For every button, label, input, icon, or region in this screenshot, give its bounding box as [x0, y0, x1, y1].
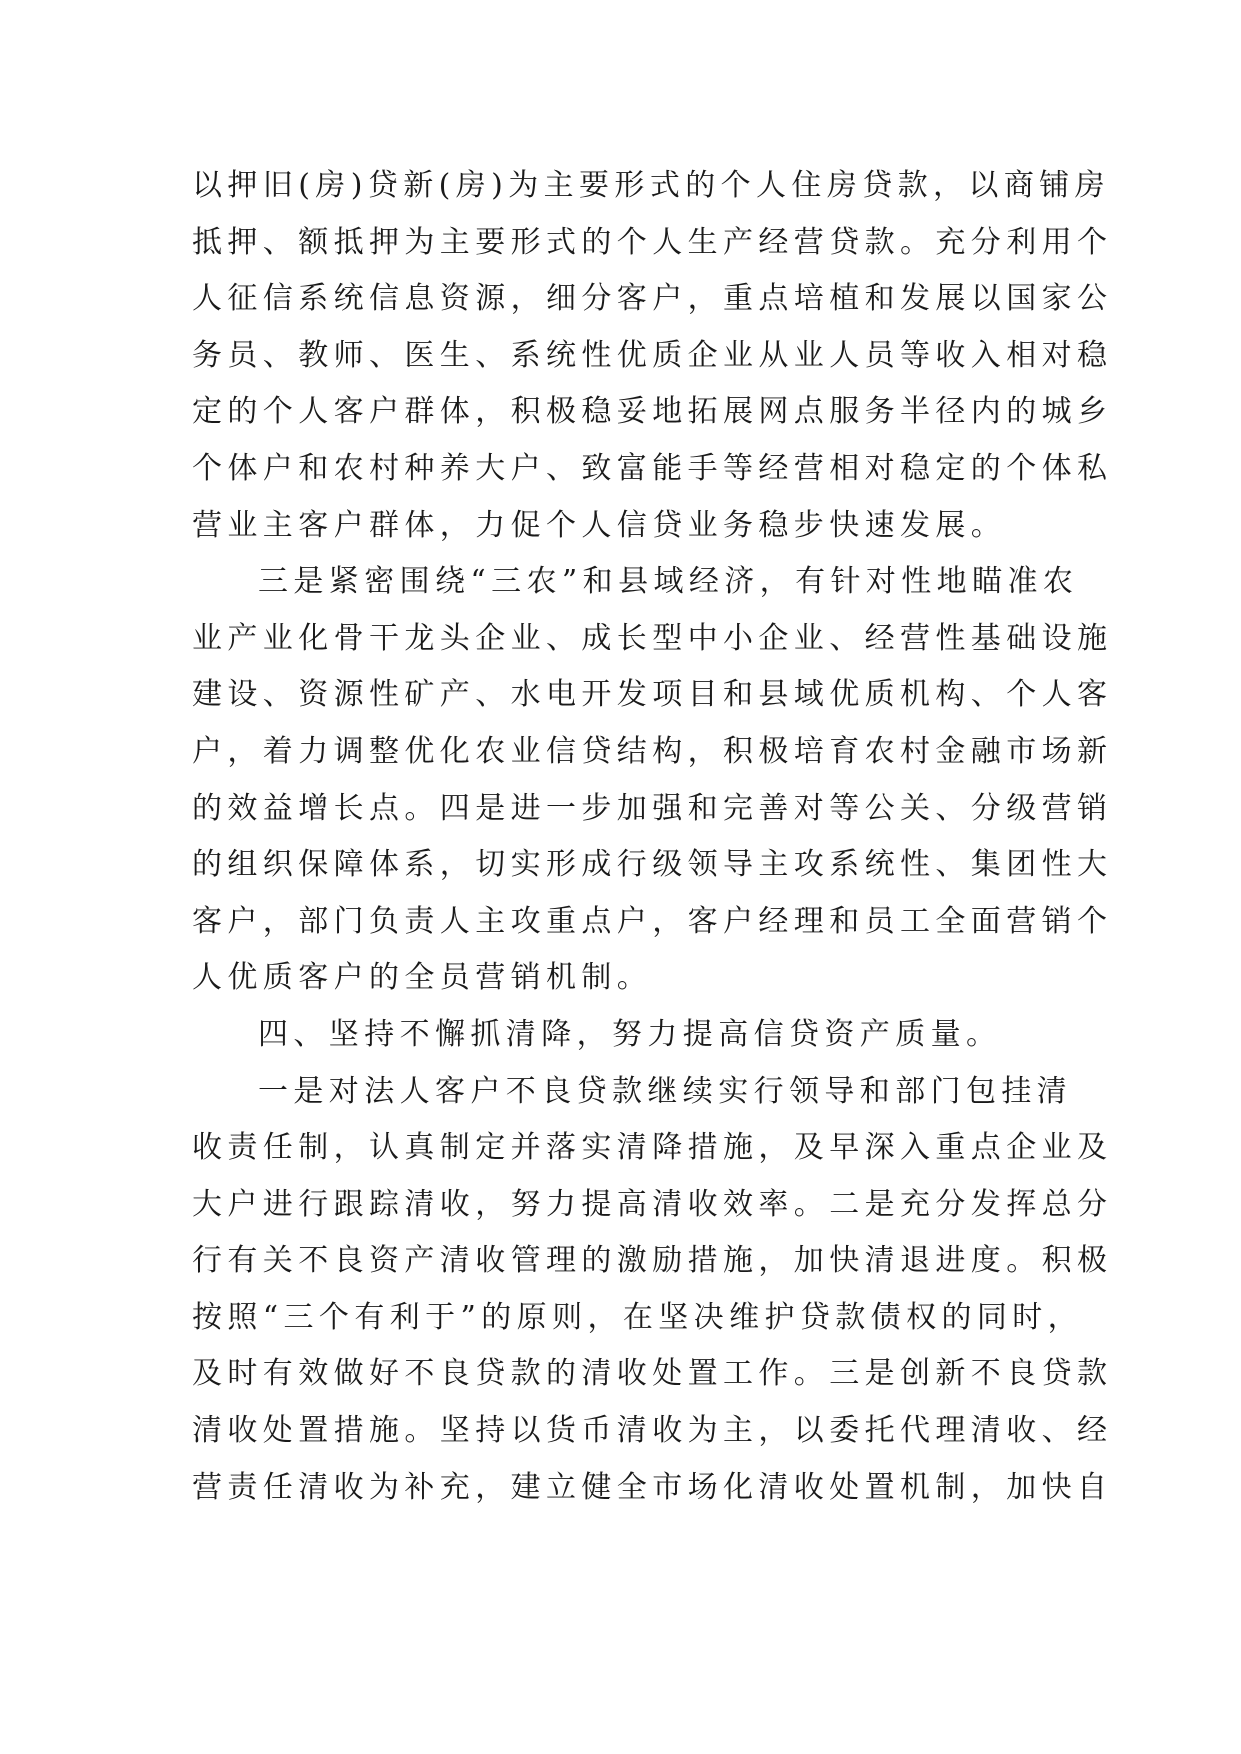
text-line: 行有关不良资产清收管理的激励措施，加快清退进度。积极 — [192, 1243, 1113, 1279]
text-line: 户，着力调整优化农业信贷结构，积极培育农村金融市场新 — [192, 733, 1113, 769]
text-line: 三是紧密围绕“三农”和县域经济，有针对性地瞄准农 — [258, 564, 1079, 600]
text-line: 一是对法人客户不良贷款继续实行领导和部门包挂清 — [258, 1073, 1073, 1109]
text-line: 收责任制，认真制定并落实清降措施，及早深入重点企业及 — [192, 1130, 1113, 1166]
text-line: 业产业化骨干龙头企业、成长型中小企业、经营性基础设施 — [192, 620, 1113, 656]
text-line: 营业主客户群体，力促个人信贷业务稳步快速发展。 — [192, 507, 1007, 543]
text-line: 建设、资源性矿产、水电开发项目和县域优质机构、个人客 — [192, 677, 1113, 713]
text-line: 大户进行跟踪清收，努力提高清收效率。二是充分发挥总分 — [192, 1186, 1113, 1222]
text-line: 按照“三个有利于”的原则，在坚决维护贷款债权的同时， — [192, 1299, 1084, 1335]
text-line: 务员、教师、医生、系统性优质企业从业人员等收入相对稳 — [192, 337, 1113, 373]
text-line: 清收处置措施。坚持以货币清收为主，以委托代理清收、经 — [192, 1413, 1113, 1449]
text-line: 及时有效做好不良贷款的清收处置工作。三是创新不良贷款 — [192, 1356, 1113, 1392]
text-line: 人优质客户的全员营销机制。 — [192, 960, 653, 996]
section-heading: 四、坚持不懈抓清降，努力提高信贷资产质量。 — [258, 1016, 1002, 1052]
text-line: 抵押、额抵押为主要形式的个人生产经营贷款。充分利用个 — [192, 224, 1113, 260]
text-line: 人征信系统信息资源，细分客户，重点培植和发展以国家公 — [192, 281, 1113, 317]
text-line: 的组织保障体系，切实形成行级领导主攻系统性、集团性大 — [192, 847, 1113, 883]
text-line: 客户，部门负责人主攻重点户，客户经理和员工全面营销个 — [192, 903, 1113, 939]
text-line: 以押旧(房)贷新(房)为主要形式的个人住房贷款，以商铺房 — [192, 168, 1111, 203]
body-text — [192, 158, 1113, 1516]
text-line: 营责任清收为补充，建立健全市场化清收处置机制，加快自 — [192, 1469, 1113, 1505]
text-line: 的效益增长点。四是进一步加强和完善对等公关、分级营销 — [192, 790, 1113, 826]
text-line: 个体户和农村种养大户、致富能手等经营相对稳定的个体私 — [192, 450, 1113, 486]
text-line: 定的个人客户群体，积极稳妥地拓展网点服务半径内的城乡 — [192, 394, 1113, 430]
